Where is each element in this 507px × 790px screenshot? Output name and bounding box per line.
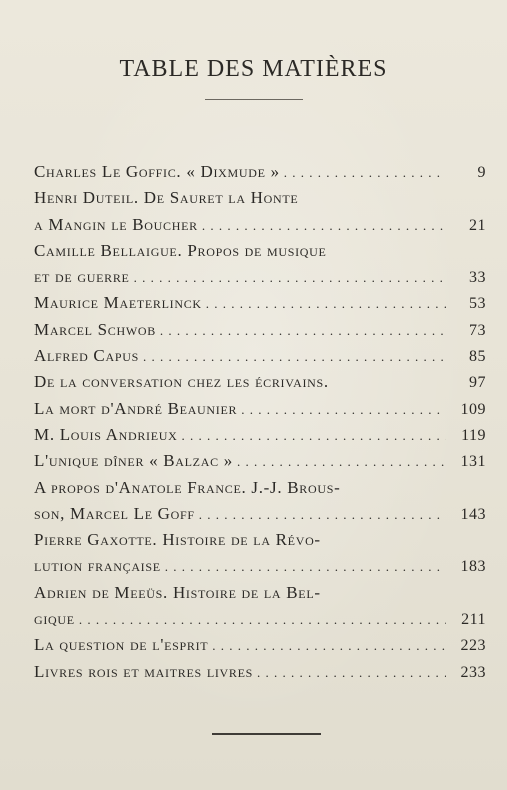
dot-leader (79, 612, 446, 628)
toc-page-number: 21 (469, 216, 486, 234)
dot-leader (206, 296, 446, 312)
toc-entry-bellaigue (34, 241, 486, 294)
toc-entry-balzac (34, 451, 486, 477)
toc-entry-meeus (34, 583, 486, 636)
toc-page-number: 131 (460, 453, 486, 471)
toc-page-number: 211 (461, 611, 486, 629)
toc-entry-beaunier (34, 399, 486, 425)
toc-entry-text: a Mangin le Boucher (34, 214, 198, 234)
toc-page-number: 97 (469, 374, 486, 392)
dot-leader (284, 165, 446, 181)
toc-entry-conversation (34, 372, 486, 398)
dot-leader (257, 665, 446, 681)
dot-leader (165, 559, 446, 575)
toc-entry-text: son, Marcel Le Goff (34, 503, 195, 523)
toc-entry-text: lution française (34, 556, 161, 576)
end-rule (212, 733, 321, 735)
toc-entry-text: La mort d'André Beaunier (34, 398, 238, 418)
dot-leader (134, 270, 446, 286)
title-rule (205, 99, 303, 100)
toc-entry-text: Livres rois et maitres livres (34, 661, 254, 681)
toc-entry-text: gique (34, 609, 75, 629)
toc-page-number: 119 (461, 426, 486, 444)
toc-entry-duteil (34, 188, 486, 241)
toc-entry-schwob (34, 320, 486, 346)
dot-leader (237, 454, 446, 470)
dot-leader (182, 428, 447, 444)
dot-leader (160, 323, 446, 339)
dot-leader (199, 507, 446, 523)
toc-entry-text: Marcel Schwob (34, 319, 156, 339)
toc-entry-text: M. Louis Andrieux (34, 424, 178, 444)
table-of-contents (34, 162, 486, 688)
toc-page-number: 73 (469, 321, 486, 339)
toc-page-number: 109 (460, 400, 486, 418)
toc-page-number: 33 (469, 269, 486, 287)
toc-entry-andrieux (34, 425, 486, 451)
toc-entry-livres (34, 662, 486, 688)
toc-entry-text: Alfred Capus (34, 346, 139, 366)
toc-entry-text: et de guerre (34, 267, 130, 287)
page-title: TABLE DES MATIÈRES (119, 56, 388, 83)
toc-entry-text: De la conversation chez les écrivains. (34, 372, 329, 392)
toc-entry-text: La question de l'esprit (34, 635, 209, 655)
toc-entry-text: Henri Duteil. De Sauret la Honte (34, 188, 299, 208)
toc-page-number: 85 (469, 348, 486, 366)
toc-entry-text: L'unique dîner « Balzac » (34, 451, 233, 471)
toc-page-number: 53 (469, 295, 486, 313)
toc-entry-maeterlinck (34, 293, 486, 319)
toc-page-number: 9 (477, 164, 486, 181)
toc-entry-gaxotte (34, 530, 486, 583)
toc-entry-france (34, 478, 486, 531)
toc-entry-esprit (34, 635, 486, 661)
dot-leader (202, 218, 446, 234)
toc-page-number: 233 (460, 663, 486, 681)
toc-entry-text: Adrien de Meeüs. Histoire de la Bel- (34, 582, 321, 602)
toc-entry-capus (34, 346, 486, 372)
toc-entry-goffic (34, 162, 486, 188)
dot-leader (143, 349, 446, 365)
toc-entry-text: Pierre Gaxotte. Histoire de la Révo- (34, 530, 321, 550)
dot-leader (212, 638, 446, 654)
toc-entry-text: Maurice Maeterlinck (34, 293, 202, 313)
toc-page-number: 223 (460, 637, 486, 655)
toc-page-number: 143 (460, 505, 486, 523)
toc-page-number: 183 (460, 558, 486, 576)
toc-entry-text: Charles Le Goffic. « Dixmude » (34, 162, 280, 181)
toc-entry-text: A propos d'Anatole France. J.-J. Brous- (34, 477, 341, 497)
dot-leader (241, 402, 446, 418)
toc-entry-text: Camille Bellaigue. Propos de musique (34, 240, 327, 260)
